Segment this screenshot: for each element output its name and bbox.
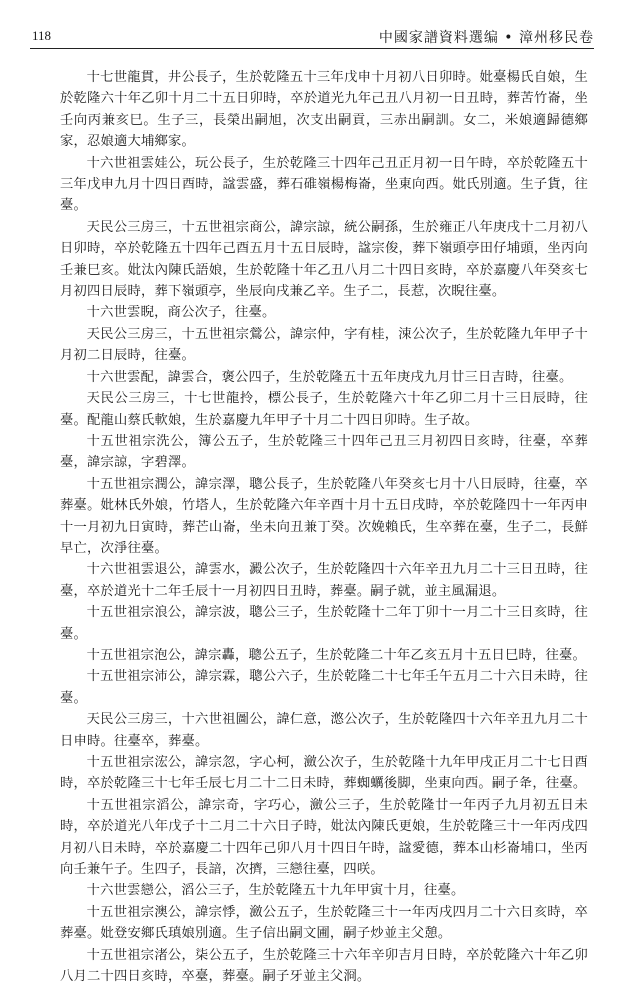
paragraph: 十六世雲睨，商公次子，往臺。 <box>86 305 276 321</box>
paragraph: 十六世雲戀公，滔公三子，生於乾隆五十九年甲寅十月，往臺。 <box>86 883 465 899</box>
paragraph: 十六世祖雲娃公，玩公長子，生於乾隆三十四年己丑正月初一日午時，卒於乾隆五十三年戊申九月十四日酉時，諡雲盛，葬石碓嶺楊梅崙，坐東向西。妣氏別適。生子貨，往臺。 <box>60 155 588 214</box>
paragraph: 天民公三房三，十七世龍拎，標公長子，生於乾隆六十年乙卯二月十三日辰時，往臺。配龍山蔡氏軟娘，生於嘉慶九年甲子十月二十四日卯時。生子故。 <box>60 391 588 428</box>
paragraph: 天民公三房三，十五世祖宗商公，諱宗諒，統公嗣孫，生於雍正八年庚戌十二月初八日卯時，卒於乾隆五十四年己酉五月十五日辰時，諡宗俊，葬下嶺頭亭田仔埔頭，坐丙向壬兼巳亥。妣汰內陳氏語娘，生於乾隆十年乙丑八月二十四日亥時，卒於嘉慶八年癸亥七月初四日辰時，葬下嶺頭亭，坐辰向戌兼乙辛。生子二，長惹，次睨往臺。 <box>60 219 588 300</box>
paragraph: 十五世祖宗泡公，諱宗轟，聰公五子，生於乾隆二十年乙亥五月十五日巳時，往臺。 <box>86 647 586 663</box>
paragraph: 天民公三房三，十五世祖宗鶯公，諱宗仲，字有桂，涑公次子，生於乾隆九年甲子十月初二日辰時，往臺。 <box>60 326 588 364</box>
page-number: 118 <box>32 28 52 43</box>
paragraph: 十七世龍貫，井公長子，生於乾隆五十三年戊申十月初八日卯時。妣臺楊氏自娘，生於乾隆六十年乙卯十月二十五日卯時，卒於道光九年己丑八月初一日丑時，葬苦竹崙，坐壬向丙兼亥巳。生子三，長榮出嗣旭，次支出嗣貢，三赤出嗣訓。女二，米娘適歸德鄉家，忍娘適大埔鄉家。 <box>60 70 588 150</box>
paragraph: 十五世祖宗洗公，簿公五子，生於乾隆三十四年己丑三月初四日亥時，往臺，卒葬臺，諱宗諒，字碧澤。 <box>60 433 588 471</box>
page-header <box>30 26 594 49</box>
paragraph: 十六世祖雲退公，諱雲水，澱公次子，生於乾隆四十六年辛丑九月二十三日丑時，往臺，卒於道光十二年壬辰十一月初四日丑時，葬臺。嗣子就，並主風漏退。 <box>60 562 588 599</box>
paragraph: 十五世祖宗澳公，諱宗悸，瀲公五子，生於乾隆三十一年丙戌四月二十六日亥時，卒葬臺。妣登安鄉氏瑱娘別適。生子信出嗣文圃，嗣子炒並主父憩。 <box>60 904 588 942</box>
paragraph: 十五世祖宗渚公，柒公五子，生於乾隆三十六年辛卯吉月日時，卒於乾隆六十年乙卯八月二十四日亥時，卒臺，葬臺。嗣子牙並主父浻。 <box>60 947 588 985</box>
running-title: 中國家譜資料選编 • 漳州移民卷 <box>378 30 594 46</box>
paragraph: 十五世祖宗潤公，諱宗澤，聰公長子，生於乾隆八年癸亥七月十八日辰時，往臺，卒葬臺。妣林氏外娘，竹塔人，生於乾隆六年辛酉十月十五日戌時，卒於乾隆四十一年丙申十一月初九日寅時，葬芒山崙，坐未向丑兼丁癸。次娩賴氏，生卒葬在臺，生子二，長鮮早亡，次淨往臺。 <box>60 476 588 556</box>
paragraph: 十五世祖宗沛公，諱宗霖，聰公六子，生於乾隆二十七年壬午五月二十六日未時，往臺。 <box>60 669 588 706</box>
paragraph: 天民公三房三，十六世祖圖公，諱仁意，滺公次子，生於乾隆四十六年辛丑九月二十日申時。往臺卒，葬臺。 <box>60 712 588 749</box>
paragraph: 十五世祖宗浤公，諱宗忽，字心柯，瀲公次子，生於乾隆十九年甲戌正月二十七日酉時，卒於乾隆三十七年壬辰七月二十二日未時，葬蜘蠣後脚，坐東向西。嗣子夅，往臺。 <box>60 755 588 792</box>
paragraph: 十六世雲配，諱雲合，褒公四子，生於乾隆五十五年庚戌九月廿三日吉時，往臺。 <box>86 369 573 385</box>
body-text <box>60 67 588 987</box>
paragraph: 十五世祖宗滔公，諱宗奇，字巧心，瀲公三子，生於乾隆廿一年丙子九月初五日未時，卒於道光八年戊子十二月二十六日子時，妣汰內陳氏更娘，生於乾隆三十一年丙戌四月初八日未時，卒於嘉慶二十四年己卯八月十四日午時，諡愛德，葬本山杉崙埔口，坐丙向壬兼午子。生四子，長諳，次擠，三戀往臺，四咲。 <box>60 797 588 878</box>
paragraph: 十五世祖宗浪公，諱宗波，聰公三子，生於乾隆十二年丁卯十一月二十三日亥時，往臺。 <box>60 605 588 642</box>
